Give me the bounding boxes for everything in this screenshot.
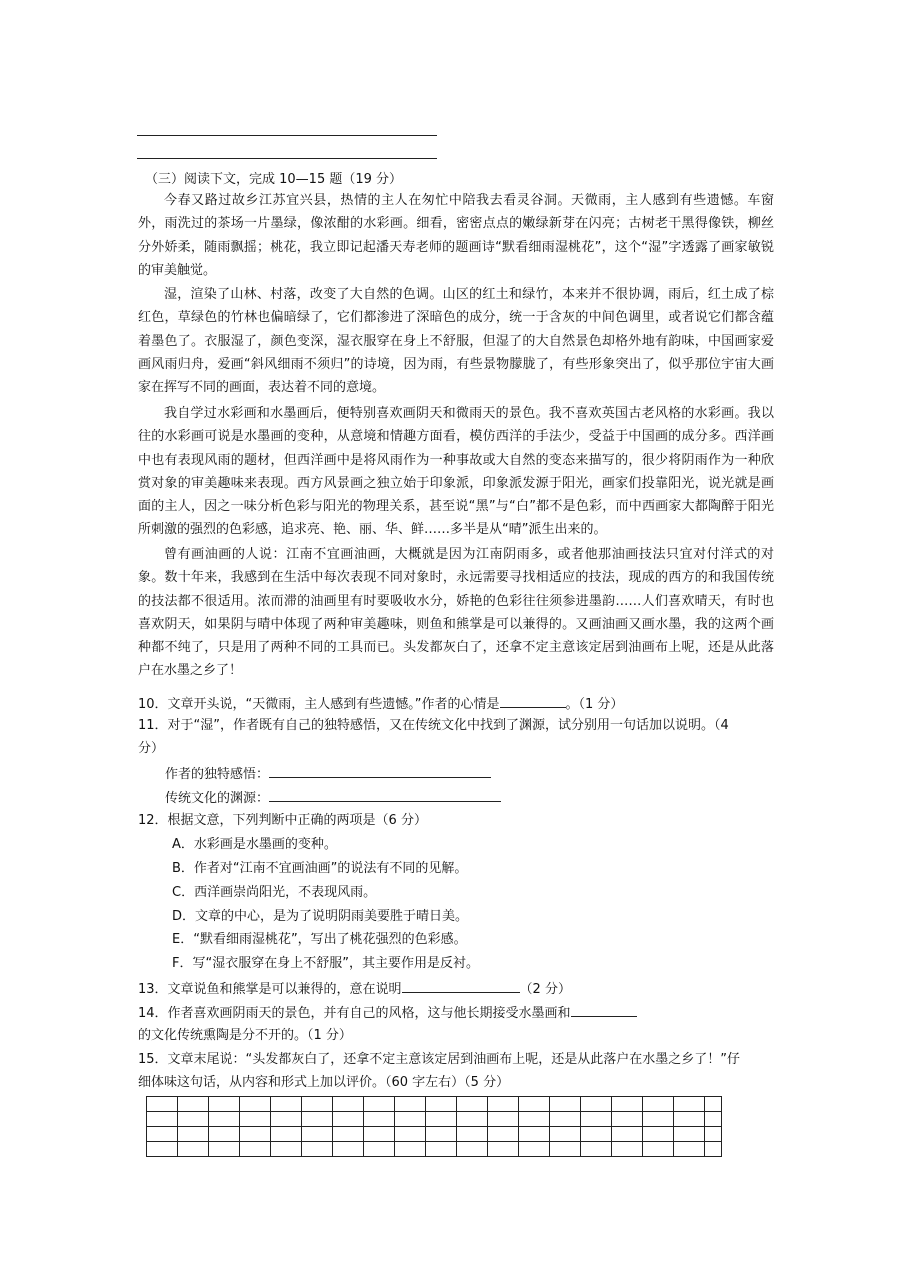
question-11: 11．对于“湿”，作者既有自己的独特感悟，又在传统文化中找到了渊源，试分别用一句话加以说明。（4 [138, 718, 729, 733]
question-10 [138, 695, 623, 713]
question-13-score: （2 分） [519, 982, 571, 997]
passage-paragraph-4: 曾有画油画的人说：江南不宜画油画，大概就是因为江南阴雨多，或者他那油画技法只宜对付洋式的对象。数十年来，我感到在生活中每次表现不同对象时，永远需要寻找相适应的技法，现成的西方的和我国传统的技法都不很适用。浓而滞的油画里有时要吸收水分，娇艳的色彩往往须参进墨韵……人们喜欢晴天，有时也喜欢阴天，如果阴与晴中体现了两种审美趣味，则鱼和熊掌是可以兼得的。又画油画又画水墨，我的这两个画种都不纯了，只是用了两种不同的工具而已。头发都灰白了，还拿不定主意该定居到油画布上呢，还是从此落户在水墨之乡了！ [138, 547, 774, 679]
answer-grid-cell[interactable] [240, 1127, 271, 1142]
answer-grid-cell[interactable] [612, 1097, 643, 1112]
question-11-insight [165, 765, 491, 783]
answer-grid-cell[interactable] [364, 1097, 395, 1112]
question-11-origin-blank[interactable] [269, 789, 501, 802]
answer-grid-cell[interactable] [333, 1127, 364, 1142]
answer-grid-row [147, 1142, 722, 1157]
answer-grid-cell[interactable] [209, 1112, 240, 1127]
passage-paragraph-2: 湿，渲染了山林、村落，改变了大自然的色调。山区的红土和绿竹，本来并不很协调，雨后，红土成了棕红色，草绿色的竹林也偏暗绿了，它们都渗进了深暗色的成分，统一于含灰的中间色调里，或者说它们都含蕴着墨色了。衣服湿了，颜色变深，湿衣服穿在身上不舒服，但湿了的大自然景色却格外地有韵味，中国画家爱画风雨归舟，爱画“斜风细雨不须归”的诗境，因为雨，有些景物朦胧了，有些形象突出了，似乎那位宇宙大画家在挥写不同的画面，表达着不同的意境。 [138, 287, 774, 396]
answer-grid-cell[interactable] [519, 1127, 550, 1142]
answer-grid-cell[interactable] [302, 1112, 333, 1127]
answer-grid-cell[interactable] [705, 1097, 722, 1112]
question-12-option-c[interactable]: C．西洋画崇尚阳光，不表现风雨。 [172, 885, 377, 900]
answer-grid-cell[interactable] [457, 1127, 488, 1142]
answer-grid-cell[interactable] [581, 1112, 612, 1127]
answer-grid-cell[interactable] [302, 1142, 333, 1157]
answer-grid-cell[interactable] [674, 1142, 705, 1157]
answer-grid-cell[interactable] [271, 1112, 302, 1127]
answer-grid-cell[interactable] [364, 1127, 395, 1142]
answer-grid-cell[interactable] [643, 1142, 674, 1157]
answer-grid-cell[interactable] [643, 1097, 674, 1112]
answer-grid-cell[interactable] [178, 1112, 209, 1127]
answer-grid-cell[interactable] [178, 1127, 209, 1142]
answer-grid-row [147, 1127, 722, 1142]
answer-grid-cell[interactable] [271, 1142, 302, 1157]
answer-grid-cell[interactable] [519, 1112, 550, 1127]
passage-paragraph-3: 我自学过水彩画和水墨画后，便特别喜欢画阴天和微雨天的景色。我不喜欢英国古老风格的水彩画。我以往的水彩画可说是水墨画的变种，从意境和情趣方面看，模仿西洋的手法少，受益于中国画的成分多。西洋画中也有表现风雨的题材，但西洋画中是将风雨作为一种事故或大自然的变态来描写的，很少将阴雨作为一种欣赏对象的审美趣味来表现。西方风景画之独立始于印象派，印象派发源于阳光，画家们投靠阳光，说光就是画面的主人，因之一味分析色彩与阳光的物理关系，甚至说“黑”与“白”都不是色彩，而中西画家大都陶醉于阳光所刺激的强烈的色彩感，追求亮、艳、丽、华、鲜……多半是从“晴”派生出来的。 [138, 406, 774, 538]
answer-grid-cell[interactable] [581, 1127, 612, 1142]
answer-grid-cell[interactable] [705, 1142, 722, 1157]
answer-grid-cell[interactable] [550, 1142, 581, 1157]
question-11-cont: 分） [138, 741, 165, 756]
answer-grid-cell[interactable] [178, 1097, 209, 1112]
question-15-cont: 细体味这句话，从内容和形式上加以评价。（60 字左右）（5 分） [138, 1075, 510, 1090]
question-15: 15．文章末尾说：“头发都灰白了，还拿不定主意该定居到油画布上呢，还是从此落户在水墨之乡了！”仔 [138, 1052, 741, 1067]
question-11-origin [165, 789, 501, 807]
answer-grid-row [147, 1112, 722, 1127]
question-12-option-f[interactable]: F．写“湿衣服穿在身上不舒服”，其主要作用是反衬。 [172, 956, 479, 971]
question-12-option-e[interactable]: E．“默看细雨湿桃花”，写出了桃花强烈的色彩感。 [172, 932, 467, 947]
answer-grid-cell[interactable] [550, 1127, 581, 1142]
question-13 [138, 980, 571, 998]
answer-grid-cell[interactable] [612, 1142, 643, 1157]
answer-grid-cell[interactable] [426, 1097, 457, 1112]
answer-grid-cell[interactable] [209, 1142, 240, 1157]
answer-grid-cell[interactable] [209, 1097, 240, 1112]
answer-grid-cell[interactable] [550, 1097, 581, 1112]
answer-grid-cell[interactable] [426, 1127, 457, 1142]
answer-grid-cell[interactable] [364, 1142, 395, 1157]
answer-grid-cell[interactable] [457, 1142, 488, 1157]
answer-grid-cell[interactable] [674, 1097, 705, 1112]
answer-grid-cell[interactable] [333, 1142, 364, 1157]
answer-grid-cell[interactable] [488, 1112, 519, 1127]
question-14-cont: 的文化传统熏陶是分不开的。（1 分） [138, 1028, 352, 1043]
answer-grid-cell[interactable] [209, 1127, 240, 1142]
answer-grid-cell[interactable] [488, 1127, 519, 1142]
answer-grid-cell[interactable] [612, 1127, 643, 1142]
answer-grid-cell[interactable] [395, 1112, 426, 1127]
question-13-blank[interactable] [402, 980, 520, 993]
answer-grid-cell[interactable] [271, 1097, 302, 1112]
question-12-option-a[interactable]: A．水彩画是水墨画的变种。 [172, 837, 337, 852]
answer-grid-cell[interactable] [364, 1112, 395, 1127]
answer-grid-cell[interactable] [333, 1112, 364, 1127]
answer-grid-cell[interactable] [457, 1112, 488, 1127]
answer-grid-cell[interactable] [674, 1127, 705, 1142]
answer-grid-cell[interactable] [674, 1112, 705, 1127]
question-14-text: 14．作者喜欢画阴雨天的景色，并有自己的风格，这与他长期接受水墨画和 [138, 1006, 571, 1021]
question-12-option-d[interactable]: D．文章的中心，是为了说明阴雨美要胜于晴日美。 [172, 909, 469, 924]
answer-grid-cell[interactable] [240, 1097, 271, 1112]
question-14-blank[interactable] [571, 1004, 637, 1017]
question-11-insight-label: 作者的独特感悟： [165, 767, 270, 782]
answer-grid-cell[interactable] [271, 1127, 302, 1142]
answer-grid-cell[interactable] [581, 1142, 612, 1157]
answer-grid-cell[interactable] [426, 1112, 457, 1127]
answer-grid-cell[interactable] [426, 1142, 457, 1157]
answer-grid-cell[interactable] [395, 1142, 426, 1157]
question-11-insight-blank[interactable] [269, 765, 491, 778]
answer-grid-row [147, 1097, 722, 1112]
answer-grid-cell[interactable] [519, 1097, 550, 1112]
question-13-text: 13．文章说鱼和熊掌是可以兼得的，意在说明 [138, 982, 402, 997]
question-10-score: 。（1 分） [565, 697, 624, 712]
answer-grid-cell[interactable] [705, 1112, 722, 1127]
answer-grid-cell[interactable] [612, 1112, 643, 1127]
question-14 [138, 1004, 637, 1022]
question-10-text: 10．文章开头说，“天微雨，主人感到有些遗憾。”作者的心情是 [138, 697, 500, 712]
answer-grid-cell[interactable] [395, 1097, 426, 1112]
answer-grid-cell[interactable] [147, 1127, 178, 1142]
question-10-blank[interactable] [500, 695, 566, 708]
answer-grid-cell[interactable] [643, 1127, 674, 1142]
answer-grid-cell[interactable] [488, 1097, 519, 1112]
answer-grid-cell[interactable] [302, 1097, 333, 1112]
answer-grid-cell[interactable] [519, 1142, 550, 1157]
answer-grid-cell[interactable] [395, 1127, 426, 1142]
answer-grid-cell[interactable] [550, 1112, 581, 1127]
answer-grid-cell[interactable] [147, 1097, 178, 1112]
question-12: 12．根据文意，下列判断中正确的两项是（6 分） [138, 813, 427, 828]
question-11-origin-label: 传统文化的渊源： [165, 791, 270, 806]
answer-grid-cell[interactable] [457, 1097, 488, 1112]
answer-grid-cell[interactable] [178, 1142, 209, 1157]
answer-grid-cell[interactable] [147, 1142, 178, 1157]
question-12-option-b[interactable]: B．作者对“江南不宜画油画”的说法有不同的见解。 [172, 861, 468, 876]
answer-grid-cell[interactable] [240, 1142, 271, 1157]
answer-grid-cell[interactable] [643, 1112, 674, 1127]
answer-grid-cell[interactable] [581, 1097, 612, 1112]
passage-paragraph-1: 今春又路过故乡江苏宜兴县，热情的主人在匆忙中陪我去看灵谷洞。天微雨，主人感到有些遗憾。车窗外，雨洗过的茶场一片墨绿，像浓酣的水彩画。细看，密密点点的嫩绿新芽在闪亮；古树老干黑得像铁，柳丝分外娇柔，随雨飘摇；桃花，我立即记起潘天寿老师的题画诗“默看细雨湿桃花”，这个“湿”字透露了画家敏锐的审美触觉。 [138, 193, 774, 278]
answer-grid-cell[interactable] [147, 1112, 178, 1127]
answer-grid-cell[interactable] [240, 1112, 271, 1127]
answer-grid[interactable] [146, 1096, 722, 1157]
section-heading: （三）阅读下文，完成 10—15 题（19 分） [145, 172, 403, 187]
answer-grid-cell[interactable] [333, 1097, 364, 1112]
answer-grid-cell[interactable] [705, 1127, 722, 1142]
answer-grid-cell[interactable] [488, 1142, 519, 1157]
answer-rule-2 [137, 158, 437, 159]
answer-rule-1 [137, 135, 437, 136]
answer-grid-cell[interactable] [302, 1127, 333, 1142]
